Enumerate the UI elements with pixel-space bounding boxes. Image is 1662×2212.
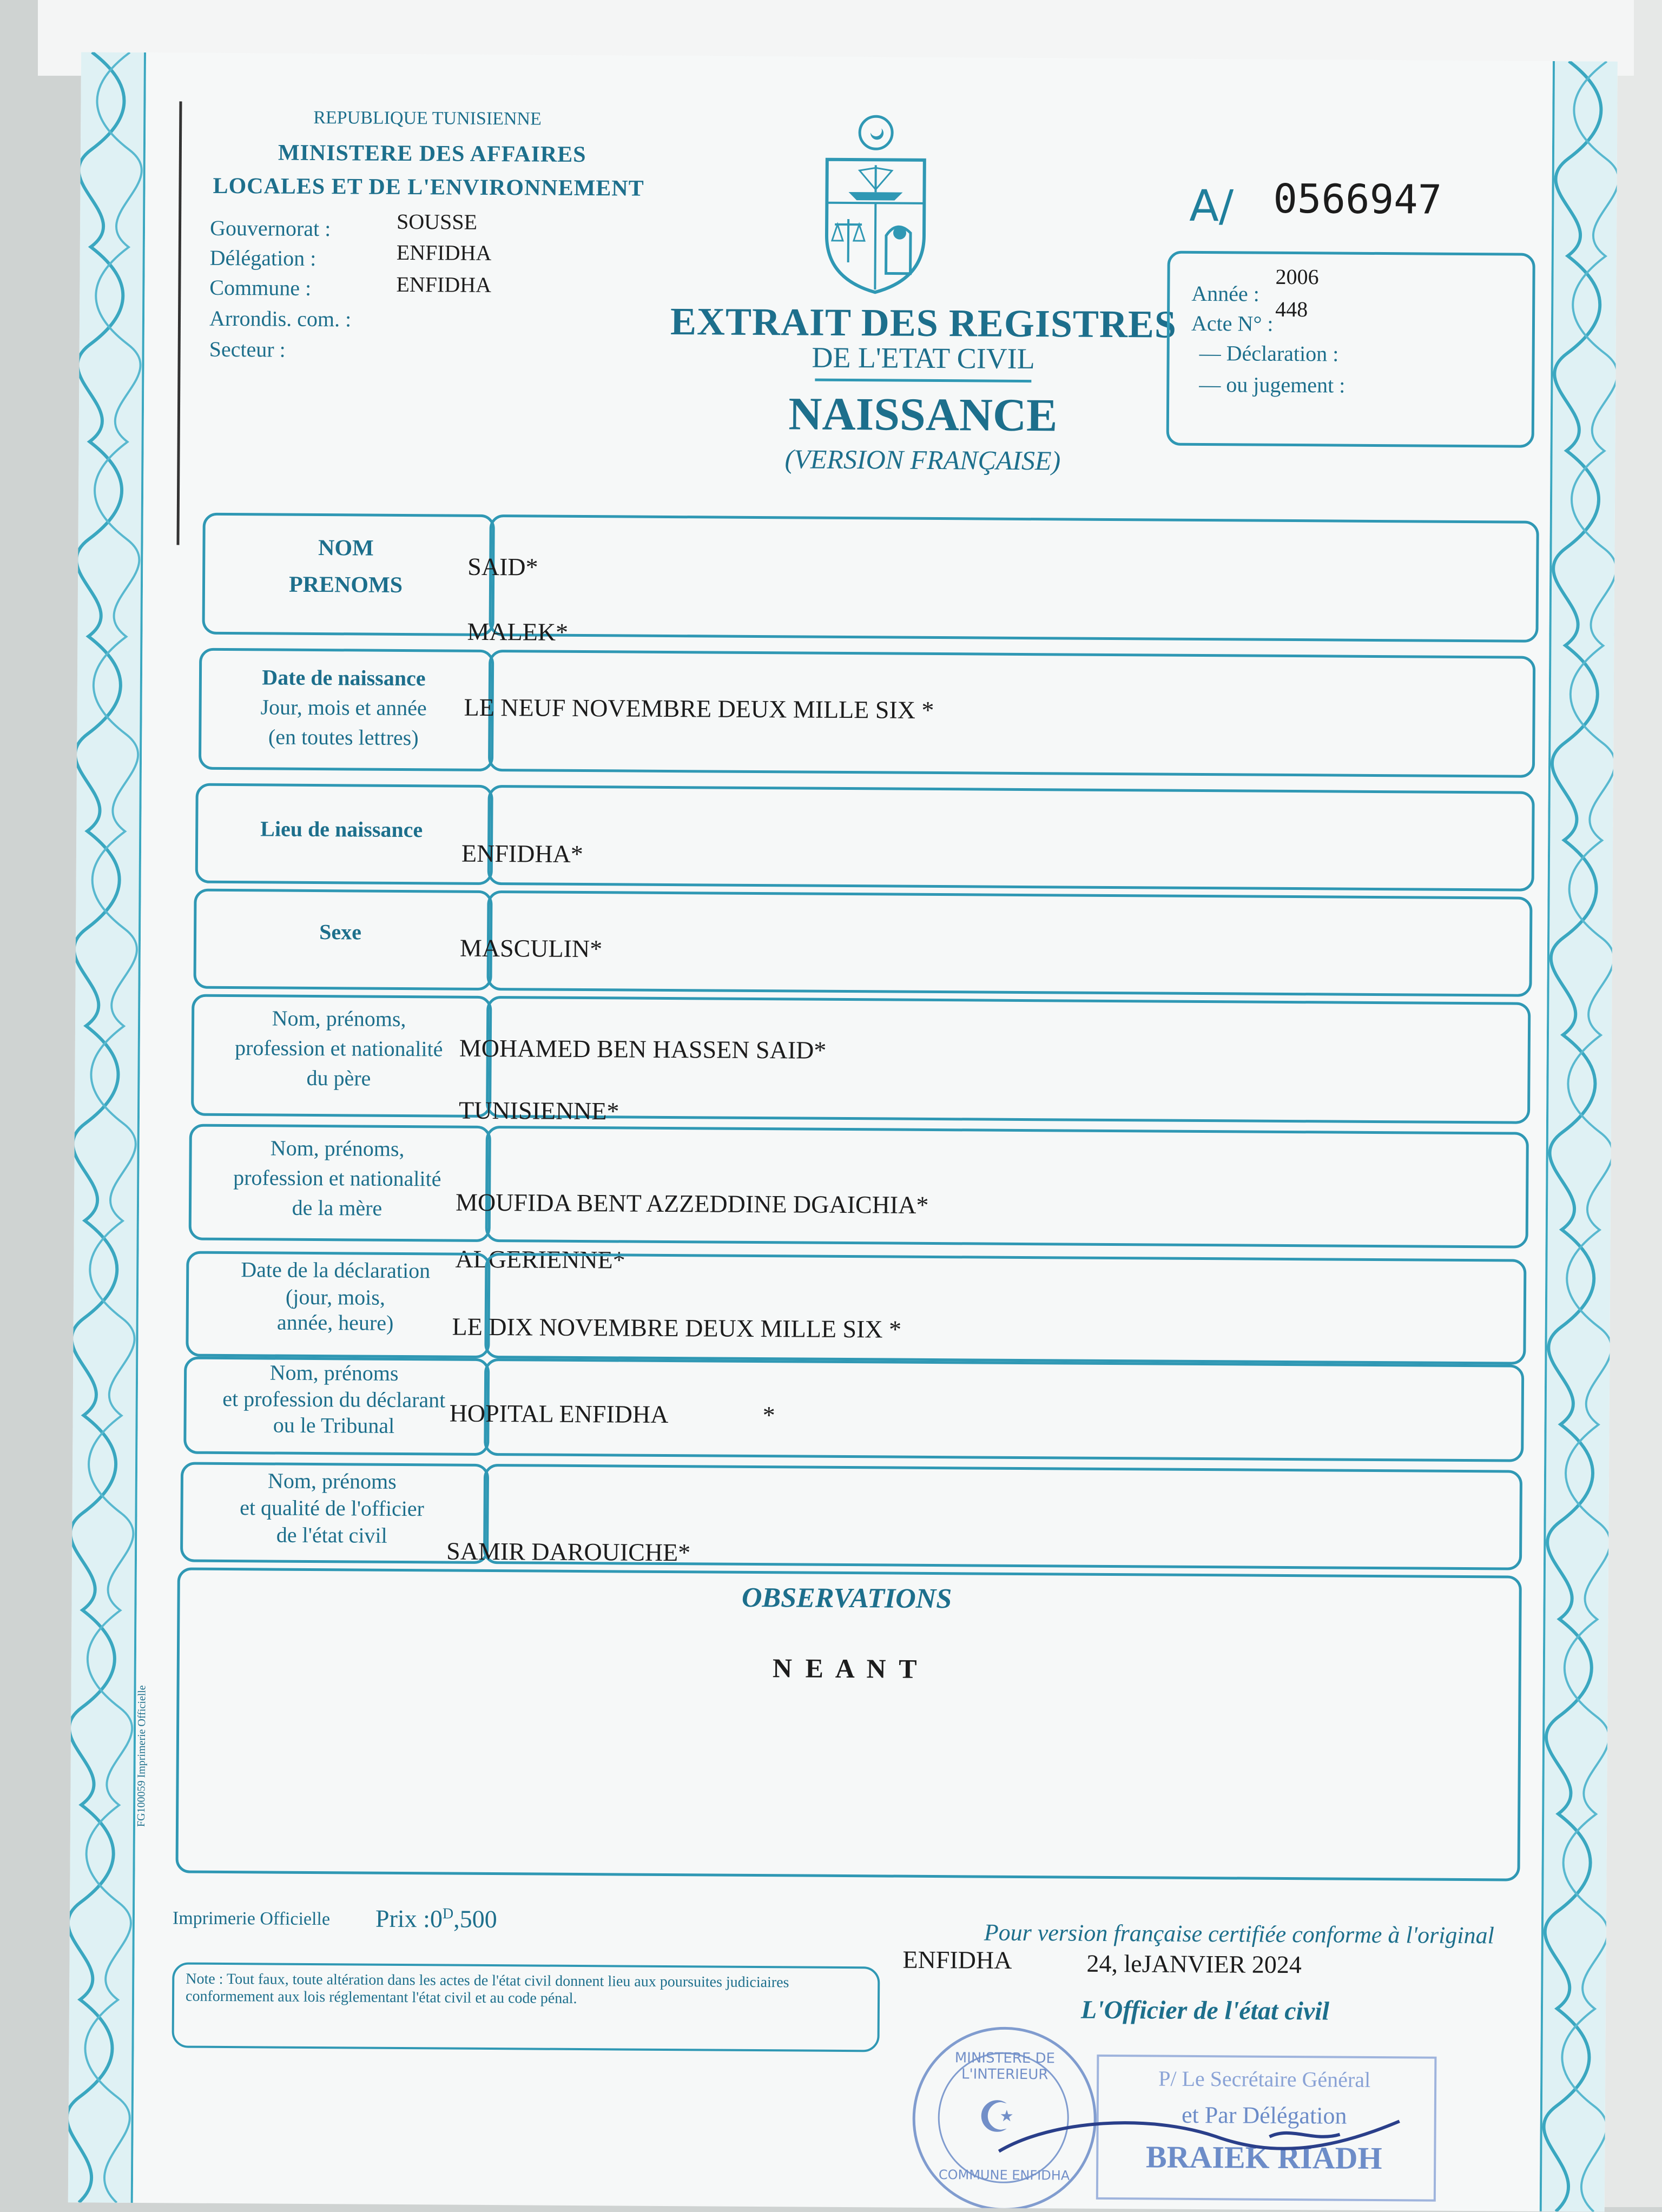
declarant-label-3: ou le Tribunal [186, 1412, 481, 1440]
mere-nationality-value: ALGERIENNE* [455, 1245, 625, 1275]
nom-value: SAID* [467, 552, 538, 582]
issue-date-day: 24, le [1086, 1950, 1142, 1978]
header-vertical-rule [176, 101, 182, 545]
handwritten-signature [988, 2103, 1421, 2181]
officier-label-3: de l'état civil [183, 1522, 480, 1549]
officier-label-2: et qualité de l'officier [183, 1495, 480, 1522]
legal-note: Note : Tout faux, toute altération dans les actes de l'état civil donnent lieu aux poursuites judiciaires conformement aux lois réglementant l'état civil et au code pénal. [186, 1971, 867, 2010]
declarant-value: HOPITAL ENFIDHA [450, 1399, 669, 1429]
serial-prefix: A/ [1189, 181, 1234, 231]
officier-signature-title: L'Officier de l'état civil [1081, 1995, 1329, 2026]
prenoms-label: PRENOMS [208, 571, 484, 599]
declaration-value-box [484, 1253, 1526, 1365]
certified-note: Pour version française certifiée conforme à l'original [984, 1919, 1494, 1950]
lieu-value: ENFIDHA* [461, 839, 583, 868]
issue-date [1086, 1949, 1302, 1979]
annee-value: 2006 [1275, 264, 1318, 289]
observations-label: OBSERVATIONS [177, 1578, 1516, 1618]
declarant-label-1: Nom, prénoms [187, 1359, 482, 1387]
declaration-label: — Déclaration : [1199, 340, 1339, 367]
officier-value: SAMIR DAROUICHE* [446, 1537, 690, 1567]
declaration-label-1: Date de la déclaration [192, 1257, 479, 1284]
lieu-value-box [487, 785, 1535, 892]
title-underline [815, 379, 1031, 382]
mere-label-2: profession et nationalité [194, 1165, 480, 1192]
stamp-round-top-text: MINISTERE DE L'INTERIEUR [926, 2050, 1083, 2083]
acte-label: Acte N° : [1191, 311, 1274, 336]
serial-number: 0566947 [1273, 176, 1442, 223]
title-naissance: NAISSANCE [620, 385, 1226, 443]
prix-text: Prix :0 [375, 1905, 443, 1933]
prenoms-value: MALEK* [467, 617, 568, 646]
tunisia-coat-of-arms [815, 111, 935, 295]
declarant-label-2: et profession du déclarant [187, 1386, 482, 1414]
nom-value-box [489, 514, 1539, 643]
ministere-line-2: LOCALES ET DE L'ENVIRONNEMENT [213, 173, 644, 202]
pere-label-2: profession et nationalité [197, 1035, 481, 1062]
date-naissance-label-1: Date de naissance [205, 664, 483, 692]
delegation-label: Délégation : [210, 245, 316, 271]
commune-label: Commune : [209, 275, 311, 301]
declarant-value-star: * [762, 1401, 775, 1429]
gouvernorat-label: Gouvernorat : [210, 215, 331, 241]
title-etat-civil: DE L'ETAT CIVIL [620, 339, 1226, 377]
secteur-label: Secteur : [209, 336, 286, 362]
acte-value: 448 [1275, 296, 1308, 322]
commune-value: ENFIDHA [396, 272, 491, 298]
prix-label [375, 1904, 497, 1933]
declaration-label-3: année, heure) [192, 1309, 479, 1337]
prix-end: ,500 [453, 1905, 497, 1933]
pere-label-3: du père [196, 1065, 480, 1092]
declaration-label-2: (jour, mois, [192, 1284, 479, 1311]
stamp-round-bottom-text: COMMUNE ENFIDHA [926, 2167, 1083, 2183]
stamp-line-3: BRAIEK RIADH [1107, 2138, 1421, 2177]
pere-nationality-value: TUNISIENNE* [459, 1096, 619, 1126]
delegation-value: ENFIDHA [397, 240, 492, 266]
guilloche-border-right [1540, 61, 1618, 2212]
prix-sup: D [443, 1905, 453, 1922]
sexe-value-box [486, 890, 1532, 997]
stamp-line-2: et Par Délégation [1107, 2101, 1421, 2130]
ministere-line-1: MINISTERE DES AFFAIRES [278, 140, 586, 168]
guilloche-border-left [68, 52, 146, 2203]
mere-name-value: MOUFIDA BENT AZZEDDINE DGAICHIA* [456, 1188, 929, 1219]
sexe-label: Sexe [199, 919, 482, 946]
issue-date-rest: JANVIER 2024 [1142, 1950, 1302, 1978]
gouvernorat-value: SOUSSE [397, 209, 477, 235]
mere-value-box [485, 1126, 1529, 1249]
nom-label: NOM [208, 534, 484, 562]
date-naissance-label-3: (en toutes lettres) [204, 724, 483, 751]
mere-label-1: Nom, prénoms, [195, 1135, 480, 1163]
pere-name-value: MOHAMED BEN HASSEN SAID* [459, 1034, 827, 1065]
officier-label-1: Nom, prénoms [183, 1468, 481, 1495]
imprimerie-label: Imprimerie Officielle [173, 1908, 330, 1930]
annee-label: Année : [1191, 281, 1259, 307]
observations-value: N E A N T [177, 1648, 1516, 1688]
date-naissance-label-2: Jour, mois et année [204, 694, 483, 722]
title-extrait: EXTRAIT DES REGISTRES [621, 299, 1226, 347]
republique-label: REPUBLIQUE TUNISIENNE [313, 108, 542, 130]
stamp-line-1: P/ Le Secrétaire Général [1107, 2065, 1421, 2093]
side-print-code: FG100059 Imprimerie Officielle [135, 1685, 149, 1827]
date-naissance-value: LE NEUF NOVEMBRE DEUX MILLE SIX * [464, 693, 934, 724]
jugement-label: — ou jugement : [1199, 372, 1345, 398]
arrondissement-label: Arrondis. com. : [209, 306, 351, 332]
declaration-value: LE DIX NOVEMBRE DEUX MILLE SIX * [452, 1312, 901, 1344]
mere-label-3: de la mère [194, 1194, 480, 1222]
issue-place: ENFIDHA [902, 1945, 1012, 1975]
stamp-emblem-icon: ☪ [977, 2092, 1016, 2143]
title-version: (VERSION FRANÇAISE) [619, 442, 1225, 477]
lieu-label: Lieu de naissance [201, 816, 482, 843]
sexe-value: MASCULIN* [460, 934, 603, 963]
birth-certificate-document [68, 52, 1618, 2211]
pere-label-1: Nom, prénoms, [197, 1005, 481, 1033]
